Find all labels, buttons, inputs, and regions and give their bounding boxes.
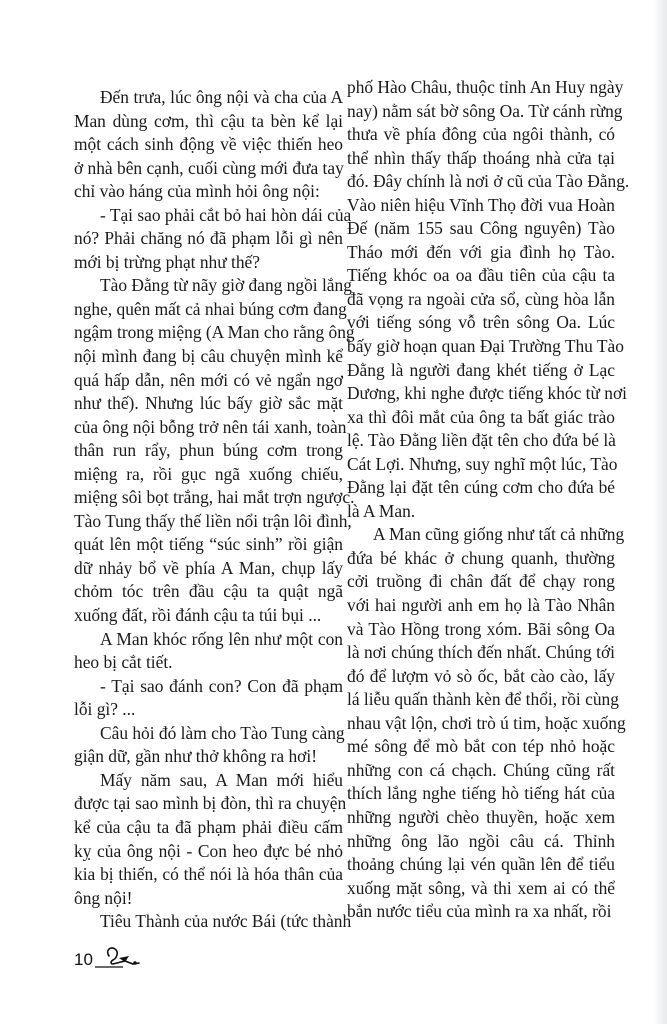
paragraph <box>74 204 352 275</box>
text-line: Tiêu Thành của nước Bái (tức thành <box>100 911 352 932</box>
text-line: xuống mặt sông, và thi xem ai có thể <box>347 877 615 898</box>
text-line: Vào niên hiệu Vĩnh Thọ đời vua Hoàn <box>347 194 615 215</box>
text-line: và Tào Hồng trong xóm. Bãi sông Oa <box>347 618 615 639</box>
text-line: Câu hỏi đó làm cho Tào Tung càng <box>100 722 345 743</box>
text-line: - Tại sao đánh con? Con đã phạm <box>100 675 343 696</box>
text-line: nghe, quên mất cả nhai búng cơm đang <box>74 298 347 319</box>
text-line: thân run rẩy, phun búng cơm trong <box>74 440 343 461</box>
text-line: Man dùng cơm, thì cậu ta bèn kể lại <box>74 110 343 131</box>
text-line: thoảng chúng lại vén quần lên để tiểu <box>347 854 615 875</box>
text-line: A Man khóc rống lên như một con <box>100 628 343 649</box>
text-line: những con cá chạch. Chúng cũng rất <box>347 759 615 780</box>
paragraph <box>74 628 343 675</box>
text-line: Đằng lại đặt tên cúng cơm cho đứa bé <box>347 477 615 498</box>
text-line: Đằng là người đang khét tiếng ở Lạc <box>347 359 615 380</box>
text-line: với tiếng sóng vỗ trên sông Oa. Lúc <box>347 312 615 333</box>
text-line: ở nhà bên cạnh, cuối cùng mới đưa tay <box>74 157 344 178</box>
text-line: phố Hào Châu, thuộc tỉnh An Huy ngày <box>347 77 624 97</box>
text-line: chỉ vào háng của mình hỏi ông nội: <box>74 181 320 202</box>
text-line: Cát Lợi. Nhưng, suy nghĩ một lúc, Tào <box>347 453 618 474</box>
text-line: kia bị thiến, có thể nói là hóa thân của <box>74 864 343 885</box>
paragraph <box>74 86 343 204</box>
text-line: thưa về phía đông của ngôi thành, có <box>347 124 615 145</box>
paragraph <box>74 675 343 722</box>
text-line: cởi truồng đi chân đất để chạy rong <box>347 571 615 592</box>
text-line: A Man cũng giống như tất cả những <box>373 524 625 545</box>
text-line: là A Man. <box>347 500 416 521</box>
text-line: Dương, khi nghe được tiếng khóc từ nơi <box>347 383 627 404</box>
text-line: Tào Tung thấy thế liền nổi trận lôi đình, <box>74 510 352 531</box>
paragraph <box>74 274 355 627</box>
text-line: - Tại sao phải cắt bỏ hai hòn dái của <box>100 204 352 225</box>
paragraph <box>74 722 343 769</box>
text-line: thích lắng nghe tiếng hò tiếng hát của <box>347 783 615 804</box>
text-line: đã vọng ra ngoài cửa sổ, cùng hòa lẫn <box>347 288 615 309</box>
text-line: Tiếng khóc oa oa đầu tiên của cậu ta <box>347 265 615 286</box>
swirl-ornament-icon <box>95 942 145 970</box>
text-line: ngậm trong miệng (A Man cho rằng ông <box>74 322 355 343</box>
text-line: được tại sao mình bị đòn, thì ra chuyện <box>74 793 347 814</box>
page-number: 10 <box>74 950 93 969</box>
text-line: là nơi chúng thích đến nhất. Chúng tới <box>347 642 615 663</box>
text-line: thể nhìn thấy thấp thoáng nhà cửa tại <box>347 147 615 168</box>
text-line: heo bị cắt tiết. <box>74 652 173 673</box>
text-line: ông nội! <box>74 887 133 908</box>
text-line: lá liễu quấn thành kèn để thổi, rồi cùng <box>347 689 619 710</box>
paragraph <box>347 76 630 523</box>
text-line: Đế (năm 155 sau Công nguyên) Tào <box>347 218 615 239</box>
text-line: chỏm tóc trên đầu cậu ta quật ngã <box>74 581 343 602</box>
paragraph <box>74 769 347 910</box>
text-line: nay) nằm sát bờ sông Oa. Từ cánh rừng <box>347 100 623 121</box>
text-line: như thế). Nhưng lúc bấy giờ sắc mặt <box>74 393 343 414</box>
right-text-column <box>347 76 630 924</box>
text-line: Mấy năm sau, A Man mới hiểu <box>100 769 343 790</box>
text-line: lỗi gì? ... <box>74 699 136 720</box>
text-line: những ông lão ngồi câu cá. Thỉnh <box>347 830 615 851</box>
text-line: mé sông để mò bắt con tép nhỏ hoặc <box>347 736 615 757</box>
paragraph <box>74 910 352 934</box>
text-line: xa thì đôi mắt của ông ta bất giác trào <box>347 406 615 427</box>
page-footer <box>74 942 145 970</box>
left-text-column <box>74 86 355 934</box>
text-line: quát lên một tiếng “súc sinh” rồi giận <box>74 534 343 555</box>
text-line: đứa bé khác ở chung quanh, thường <box>347 547 615 568</box>
text-line: quá hấp dẫn, nên mới có vẻ ngẩn ngơ <box>74 369 343 390</box>
text-line: kỵ của ông nội - Con heo đực bé nhỏ <box>74 840 343 861</box>
text-line: kể của cậu ta đã phạm phải điều cấm <box>74 816 343 837</box>
text-line: một cách sinh động về việc thiến heo <box>74 134 343 155</box>
text-line: với hai người anh em họ là Tào Nhân <box>347 595 615 616</box>
text-line: Tào Đằng từ nãy giờ đang ngồi lắng <box>100 275 352 296</box>
text-line: Tháo mới đến với gia đình họ Tào. <box>347 241 615 262</box>
text-line: Đến trưa, lúc ông nội và cha của A <box>100 87 343 107</box>
text-line: đó. Đây chính là nơi ở cũ của Tào Đằng. <box>347 171 630 192</box>
text-line: bắn nước tiểu của mình ra xa nhất, rồi <box>347 901 612 922</box>
text-line: nội mình đang bị câu chuyện mình kể <box>74 346 343 367</box>
text-line: miệng sôi bọt trắng, hai mắt trợn ngược. <box>74 487 355 508</box>
text-line: những người chèo thuyền, hoặc xem <box>347 806 615 827</box>
paragraph <box>347 523 626 923</box>
text-line: nhau vật lộn, chơi trò ú tim, hoặc xuống <box>347 712 626 733</box>
text-line: dữ nhảy bổ về phía A Man, chụp lấy <box>74 557 343 578</box>
text-line: đó để lượm vỏ sò ốc, bắt cào cào, lấy <box>347 665 615 686</box>
text-line: mới bị trừng phạt như thế? <box>74 251 260 272</box>
text-line: miệng ra, rồi gục ngã xuống chiếu, <box>74 463 343 484</box>
page-edge-shadow <box>653 0 667 1024</box>
text-line: giận dữ, gần như thở không ra hơi! <box>74 746 317 767</box>
text-line: lệ. Tào Đằng liền đặt tên cho đứa bé là <box>347 430 616 451</box>
text-line: của ông nội bỗng trở nên tái xanh, toàn <box>74 416 347 437</box>
text-line: nó? Phải chăng nó đã phạm lỗi gì nên <box>74 228 343 249</box>
text-line: xuống đất, rồi đánh cậu ta túi bụi ... <box>74 605 322 626</box>
text-line: bấy giờ hoạn quan Đại Trường Thu Tào <box>347 336 624 357</box>
